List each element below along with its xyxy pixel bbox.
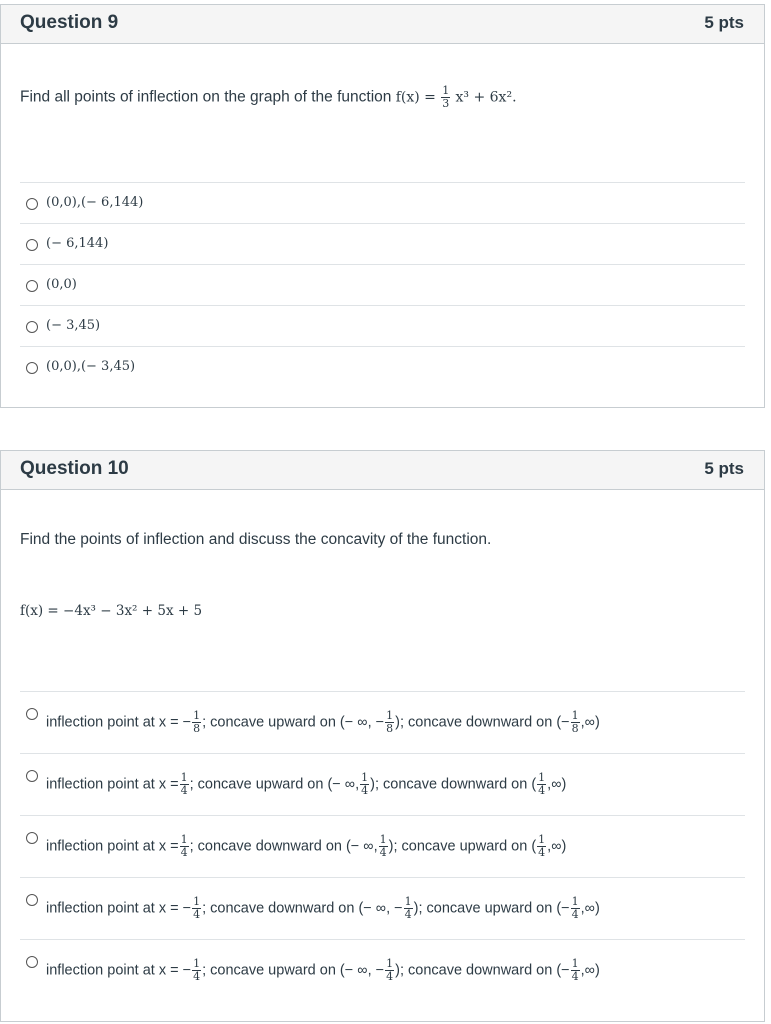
fraction-denominator: 8: [571, 722, 579, 735]
answer-option[interactable]: [20, 815, 745, 877]
function-expression: f(x) = −4x³ − 3x² + 5x + 5: [20, 603, 203, 619]
fraction-numerator: 1: [538, 833, 546, 846]
answer-middle: ; concave upward on (− ∞, −: [202, 962, 385, 979]
fraction: [180, 834, 189, 859]
function-lhs: f(x) =: [395, 89, 436, 106]
fraction: [180, 772, 189, 797]
answer-option[interactable]: [20, 753, 745, 815]
answer-prefix: inflection point at x = −: [46, 962, 192, 979]
fraction-numerator: 1: [571, 957, 579, 970]
answer-middle: ; concave upward on (− ∞, −: [202, 714, 385, 731]
fraction: [537, 834, 546, 859]
radio-button[interactable]: [26, 321, 38, 333]
radio-button[interactable]: [26, 770, 38, 782]
function-rest: x³ + 6x².: [455, 89, 517, 106]
answer-middle: ; concave downward on (− ∞, −: [202, 900, 403, 917]
question-9-card: [0, 4, 765, 408]
function-fraction: [441, 85, 450, 110]
answer-label: (0,0),(− 3,45): [46, 359, 136, 374]
fraction-denominator: 4: [571, 908, 579, 921]
answer-prefix: inflection point at x =: [46, 838, 179, 855]
fraction-numerator: 1: [538, 771, 546, 784]
answer-middle-2: ); concave downward on (: [370, 776, 537, 793]
answer-prefix: inflection point at x =: [46, 776, 179, 793]
radio-button[interactable]: [26, 708, 38, 720]
fraction-denominator: 8: [386, 722, 394, 735]
fraction: [537, 772, 546, 797]
answer-option[interactable]: [20, 182, 745, 223]
radio-button[interactable]: [26, 280, 38, 292]
fraction-denominator: 4: [404, 908, 412, 921]
answer-list: [20, 691, 745, 1001]
fraction: [571, 958, 580, 983]
fraction: [360, 772, 369, 797]
fraction-numerator: 1: [361, 771, 369, 784]
answer-suffix: ,∞): [580, 962, 600, 979]
answer-middle-2: ); concave upward on (−: [413, 900, 570, 917]
answer-middle-2: ); concave downward on (−: [395, 962, 570, 979]
fraction-numerator: 1: [193, 709, 201, 722]
question-title: Question 10: [20, 458, 129, 479]
fraction-denominator: 3: [442, 97, 450, 110]
answer-label: [46, 772, 566, 797]
fraction-numerator: 1: [386, 957, 394, 970]
fraction-denominator: 4: [180, 784, 188, 797]
answer-suffix: ,∞): [547, 776, 567, 793]
question-prompt: Find the points of inflection and discuss the concavity of the function.: [20, 531, 492, 548]
answer-label: [46, 958, 600, 983]
fraction-numerator: 1: [571, 895, 579, 908]
radio-button[interactable]: [26, 894, 38, 906]
fraction: [571, 896, 580, 921]
answer-option[interactable]: [20, 939, 745, 1001]
fraction: [404, 896, 413, 921]
fraction-numerator: 1: [379, 833, 387, 846]
answer-option[interactable]: [20, 691, 745, 753]
answer-option[interactable]: [20, 264, 745, 305]
answer-option[interactable]: [20, 877, 745, 939]
answer-label: (− 6,144): [46, 236, 109, 251]
fraction-numerator: 1: [386, 709, 394, 722]
fraction: [385, 958, 394, 983]
answer-label: (0,0): [46, 277, 77, 292]
answer-suffix: ,∞): [547, 838, 567, 855]
answer-prefix: inflection point at x = −: [46, 900, 192, 917]
fraction: [379, 834, 388, 859]
answer-prefix: inflection point at x = −: [46, 714, 192, 731]
fraction-denominator: 4: [180, 846, 188, 859]
question-title: Question 9: [20, 12, 119, 33]
answer-label: (− 3,45): [46, 318, 101, 333]
fraction: [192, 958, 201, 983]
fraction: [192, 710, 201, 735]
radio-button[interactable]: [26, 956, 38, 968]
fraction-denominator: 4: [571, 970, 579, 983]
fraction-denominator: 4: [361, 784, 369, 797]
fraction-denominator: 4: [538, 784, 546, 797]
fraction-denominator: 4: [538, 846, 546, 859]
fraction-denominator: 4: [193, 970, 201, 983]
question-10-card: [0, 450, 765, 1022]
fraction-denominator: 4: [193, 908, 201, 921]
question-points: 5 pts: [704, 13, 744, 32]
fraction-numerator: 1: [404, 895, 412, 908]
answer-suffix: ,∞): [580, 714, 600, 731]
fraction-denominator: 4: [379, 846, 387, 859]
answer-option[interactable]: [20, 305, 745, 346]
prompt-text: Find all points of inflection on the graph of the function: [20, 88, 392, 106]
fraction: [192, 896, 201, 921]
fraction-numerator: 1: [442, 84, 450, 97]
question-points: 5 pts: [704, 459, 744, 478]
fraction-numerator: 1: [180, 833, 188, 846]
answer-label: [46, 834, 566, 859]
fraction: [385, 710, 394, 735]
radio-button[interactable]: [26, 198, 38, 210]
answer-list: [20, 182, 745, 387]
answer-middle-2: ); concave downward on (−: [395, 714, 570, 731]
answer-option[interactable]: [20, 223, 745, 264]
fraction-numerator: 1: [193, 957, 201, 970]
answer-label: (0,0),(− 6,144): [46, 195, 144, 210]
radio-button[interactable]: [26, 832, 38, 844]
radio-button[interactable]: [26, 362, 38, 374]
answer-middle: ; concave upward on (− ∞,: [189, 776, 360, 793]
answer-suffix: ,∞): [580, 900, 600, 917]
answer-option[interactable]: [20, 346, 745, 387]
fraction: [571, 710, 580, 735]
answer-label: [46, 710, 600, 735]
fraction-denominator: 4: [386, 970, 394, 983]
answer-label: [46, 896, 600, 921]
question-header: [1, 5, 764, 44]
radio-button[interactable]: [26, 239, 38, 251]
question-prompt: [20, 85, 517, 110]
fraction-denominator: 8: [193, 722, 201, 735]
answer-middle-2: ); concave upward on (: [388, 838, 537, 855]
fraction-numerator: 1: [571, 709, 579, 722]
fraction-numerator: 1: [180, 771, 188, 784]
answer-middle: ; concave downward on (− ∞,: [189, 838, 378, 855]
fraction-numerator: 1: [193, 895, 201, 908]
question-header: [1, 451, 764, 490]
